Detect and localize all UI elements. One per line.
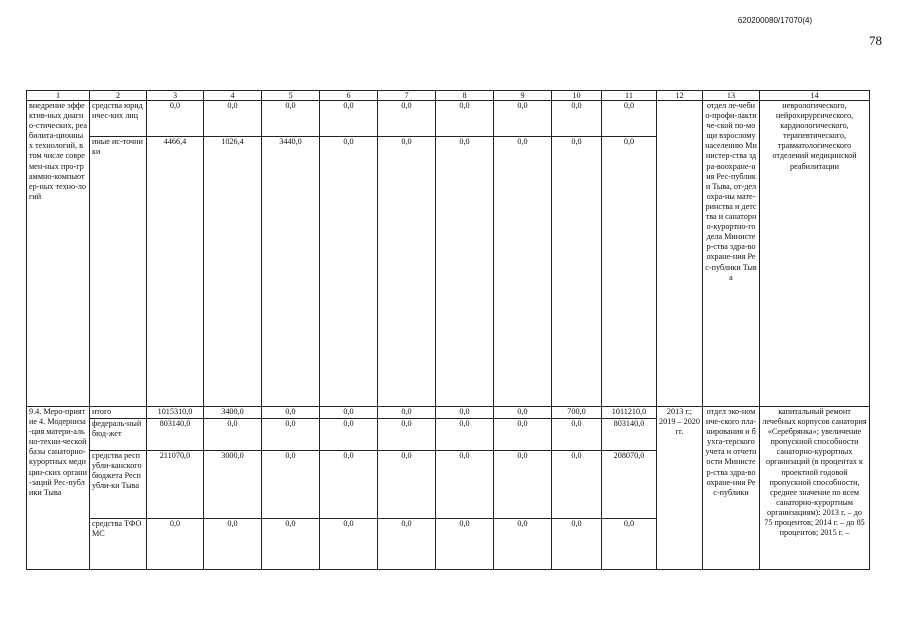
value-cell: 0,0 <box>378 519 436 570</box>
column-number: 7 <box>378 91 436 101</box>
value-cell: 211070,0 <box>147 451 204 519</box>
value-cell: 1011210,0 <box>602 407 657 419</box>
column-number: 9 <box>494 91 552 101</box>
value-cell: 0,0 <box>494 519 552 570</box>
value-cell: 803140,0 <box>147 419 204 451</box>
column-number: 6 <box>320 91 378 101</box>
value-cell: 0,0 <box>204 101 262 137</box>
column-number-row <box>27 91 870 101</box>
expected-result: капитальный ремонт лечебных корпусов санатория «Серебрянка»; увеличение пропускной способности санаторно-курортных организаций (в процентах к проектной годовой пропускной способности, среднее значение по всем санаторно-курортным организациям): 2013 г. – до 75 процентов; 2014 г. – до 85 процентов; 2015 г. – <box>760 407 870 570</box>
value-cell: 0,0 <box>204 519 262 570</box>
column-number: 4 <box>204 91 262 101</box>
value-cell: 0,0 <box>436 419 494 451</box>
column-number: 11 <box>602 91 657 101</box>
value-cell: 0,0 <box>494 137 552 407</box>
column-number: 10 <box>552 91 602 101</box>
value-cell: 0,0 <box>436 451 494 519</box>
program-table <box>26 90 870 570</box>
column-number: 5 <box>262 91 320 101</box>
funding-source: иные ис-точники <box>90 137 147 407</box>
value-cell: 1026,4 <box>204 137 262 407</box>
value-cell: 0,0 <box>552 137 602 407</box>
value-cell: 0,0 <box>436 101 494 137</box>
value-cell: 3400,0 <box>204 407 262 419</box>
value-cell: 4466,4 <box>147 137 204 407</box>
value-cell: 0,0 <box>602 519 657 570</box>
responsible-executor: отдел эко-номиче-ского пла-нирования и бухга-терского учета и отчетности Министер-ства здра-воохране-ния Рес-публики <box>703 407 760 570</box>
activity-name: внедрение эффектив-ных диагно-стических, реабилита-ционных технологий, в том числе современ-ных про-граммно-компьютер-ных техно-логий <box>27 101 90 407</box>
value-cell: 0,0 <box>436 407 494 419</box>
value-cell: 0,0 <box>262 519 320 570</box>
column-number: 14 <box>760 91 870 101</box>
value-cell: 0,0 <box>494 419 552 451</box>
value-cell: 0,0 <box>436 137 494 407</box>
document-code: 620200080/17070(4) <box>737 16 813 25</box>
column-number: 12 <box>657 91 703 101</box>
period-cell <box>657 101 703 407</box>
value-cell: 0,0 <box>552 519 602 570</box>
value-cell: 0,0 <box>147 101 204 137</box>
value-cell: 0,0 <box>378 419 436 451</box>
value-cell: 1015310,0 <box>147 407 204 419</box>
value-cell: 0,0 <box>494 407 552 419</box>
page-number: 78 <box>869 33 882 48</box>
activity-name: 9.4. Меро-приятие 4. Модерниза-ция матери-ально-техни-ческой базы санаторно-курортных медицин-ских органи-заций Рес-публики Тыва <box>27 407 90 570</box>
value-cell: 0,0 <box>602 101 657 137</box>
value-cell: 0,0 <box>320 407 378 419</box>
value-cell: 0,0 <box>602 137 657 407</box>
value-cell: 0,0 <box>262 101 320 137</box>
value-cell: 3000,0 <box>204 451 262 519</box>
value-cell: 0,0 <box>147 519 204 570</box>
value-cell: 0,0 <box>320 419 378 451</box>
value-cell: 0,0 <box>494 451 552 519</box>
value-cell: 0,0 <box>552 101 602 137</box>
table-row <box>27 101 870 137</box>
value-cell: 0,0 <box>378 137 436 407</box>
column-number: 13 <box>703 91 760 101</box>
value-cell: 208070,0 <box>602 451 657 519</box>
value-cell: 0,0 <box>262 407 320 419</box>
value-cell: 0,0 <box>320 137 378 407</box>
value-cell: 0,0 <box>320 451 378 519</box>
funding-source: средства юридичес-ких лиц <box>90 101 147 137</box>
value-cell: 0,0 <box>552 419 602 451</box>
value-cell: 0,0 <box>436 519 494 570</box>
column-number: 2 <box>90 91 147 101</box>
value-cell: 0,0 <box>494 101 552 137</box>
value-cell: 0,0 <box>204 419 262 451</box>
table-row <box>27 407 870 419</box>
value-cell: 0,0 <box>320 101 378 137</box>
value-cell: 0,0 <box>262 419 320 451</box>
funding-source: средства республи-канского бюджета Республи-ки Тыва <box>90 451 147 519</box>
funding-source: средства ТФОМС <box>90 519 147 570</box>
funding-source: итого <box>90 407 147 419</box>
value-cell: 0,0 <box>320 519 378 570</box>
value-cell: 0,0 <box>262 451 320 519</box>
column-number: 3 <box>147 91 204 101</box>
funding-source: федераль-ный бюд-жет <box>90 419 147 451</box>
value-cell: 0,0 <box>552 451 602 519</box>
column-number: 8 <box>436 91 494 101</box>
column-number: 1 <box>27 91 90 101</box>
value-cell: 803140,0 <box>602 419 657 451</box>
responsible-executor: отдел ле-чебно-профи-лактиче-ской по-мощи взрослому населению Министер-ства здра-воохране-ния Рес-публики Тыва, от-дел охра-ны мате-ринства и детства и санаторно-курортно-го дела Министер-ства здра-воохране-ния Рес-публики Тыва <box>703 101 760 407</box>
value-cell: 0,0 <box>378 451 436 519</box>
period-cell: 2013 г.; 2019 – 2020 гг. <box>657 407 703 570</box>
value-cell: 700,0 <box>552 407 602 419</box>
value-cell: 3440,0 <box>262 137 320 407</box>
value-cell: 0,0 <box>378 101 436 137</box>
value-cell: 0,0 <box>378 407 436 419</box>
expected-result: неврологического, нейрохирургического, кардиологического, терапевтического, травматологического отделений медицинской реабилитации <box>760 101 870 407</box>
